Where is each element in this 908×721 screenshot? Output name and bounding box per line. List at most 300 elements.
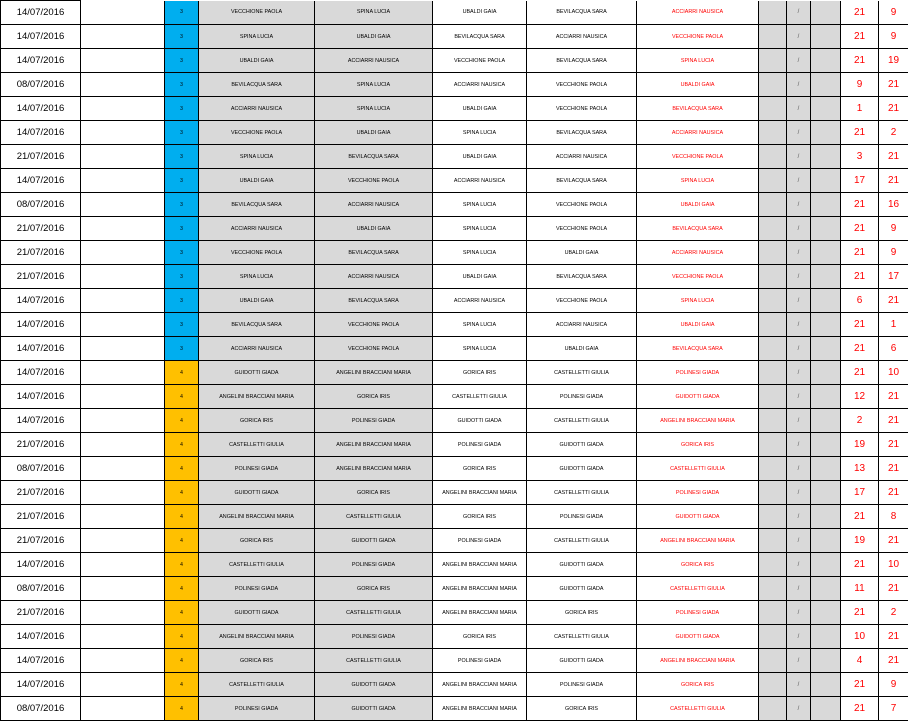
blank-cell [81,337,165,361]
separator-cell: / [787,1,811,25]
empty-cell [811,193,841,217]
player-3-cell: VECCHIONE PAOLA [433,49,527,73]
group-cell: 3 [165,73,199,97]
score-1-cell: 17 [841,169,879,193]
player-4-cell: BEVILACQUA SARA [527,121,637,145]
score-1-cell: 21 [841,553,879,577]
empty-cell [759,361,787,385]
match-date-cell: 14/07/2016 [1,337,81,361]
blank-cell [81,25,165,49]
player-4-cell: GUIDOTTI GIADA [527,649,637,673]
blank-cell [81,73,165,97]
score-2-cell: 21 [879,289,908,313]
match-date-cell: 21/07/2016 [1,265,81,289]
score-2-cell: 10 [879,361,908,385]
referee-cell: BEVILACQUA SARA [637,217,759,241]
player-2-cell: POLINESI GIADA [315,553,433,577]
score-1-cell: 21 [841,697,879,721]
score-2-cell: 9 [879,241,908,265]
player-3-cell: UBALDI GAIA [433,1,527,25]
player-2-cell: SPINA LUCIA [315,73,433,97]
player-2-cell: UBALDI GAIA [315,25,433,49]
group-cell: 4 [165,361,199,385]
player-4-cell: POLINESI GIADA [527,385,637,409]
score-2-cell: 21 [879,577,908,601]
blank-cell [81,649,165,673]
table-row [1,361,908,385]
blank-cell [81,193,165,217]
player-2-cell: ACCIARRI NAUSICA [315,265,433,289]
blank-cell [81,361,165,385]
match-date-cell: 21/07/2016 [1,145,81,169]
player-3-cell: SPINA LUCIA [433,193,527,217]
score-1-cell: 19 [841,529,879,553]
blank-cell [81,697,165,721]
separator-cell: / [787,625,811,649]
separator-cell: / [787,265,811,289]
referee-cell: GUIDOTTI GIADA [637,505,759,529]
player-4-cell: VECCHIONE PAOLA [527,97,637,121]
referee-cell: UBALDI GAIA [637,73,759,97]
referee-cell: BEVILACQUA SARA [637,97,759,121]
separator-cell: / [787,457,811,481]
blank-cell [81,265,165,289]
table-row [1,49,908,73]
score-2-cell: 10 [879,553,908,577]
score-2-cell: 17 [879,265,908,289]
match-date-cell: 08/07/2016 [1,457,81,481]
player-1-cell: CASTELLETTI GIULIA [199,433,315,457]
separator-cell: / [787,505,811,529]
empty-cell [811,289,841,313]
group-cell: 4 [165,673,199,697]
score-2-cell: 16 [879,193,908,217]
separator-cell: / [787,433,811,457]
table-row [1,145,908,169]
separator-cell: / [787,25,811,49]
player-1-cell: CASTELLETTI GIULIA [199,673,315,697]
player-4-cell: CASTELLETTI GIULIA [527,625,637,649]
separator-cell: / [787,97,811,121]
separator-cell: / [787,385,811,409]
table-row [1,625,908,649]
player-3-cell: GORICA IRIS [433,457,527,481]
player-4-cell: POLINESI GIADA [527,673,637,697]
player-2-cell: VECCHIONE PAOLA [315,169,433,193]
empty-cell [811,241,841,265]
player-4-cell: UBALDI GAIA [527,241,637,265]
blank-cell [81,49,165,73]
blank-cell [81,673,165,697]
referee-cell: BEVILACQUA SARA [637,337,759,361]
player-1-cell: UBALDI GAIA [199,49,315,73]
referee-cell: ACCIARRI NAUSICA [637,241,759,265]
empty-cell [759,337,787,361]
blank-cell [81,505,165,529]
score-1-cell: 21 [841,673,879,697]
referee-cell: VECCHIONE PAOLA [637,265,759,289]
empty-cell [811,313,841,337]
player-3-cell: GORICA IRIS [433,361,527,385]
table-row [1,337,908,361]
empty-cell [759,145,787,169]
group-cell: 4 [165,625,199,649]
empty-cell [811,25,841,49]
match-date-cell: 14/07/2016 [1,97,81,121]
separator-cell: / [787,313,811,337]
empty-cell [759,697,787,721]
player-2-cell: GORICA IRIS [315,481,433,505]
group-cell: 4 [165,529,199,553]
empty-cell [759,289,787,313]
separator-cell: / [787,697,811,721]
blank-cell [81,457,165,481]
player-2-cell: POLINESI GIADA [315,625,433,649]
empty-cell [759,193,787,217]
empty-cell [759,601,787,625]
score-1-cell: 21 [841,193,879,217]
table-row [1,73,908,97]
blank-cell [81,241,165,265]
referee-cell: UBALDI GAIA [637,193,759,217]
blank-cell [81,97,165,121]
score-1-cell: 1 [841,97,879,121]
player-4-cell: GUIDOTTI GIADA [527,433,637,457]
score-1-cell: 9 [841,73,879,97]
player-4-cell: BEVILACQUA SARA [527,265,637,289]
player-1-cell: ACCIARRI NAUSICA [199,97,315,121]
player-2-cell: GUIDOTTI GIADA [315,697,433,721]
empty-cell [811,505,841,529]
empty-cell [811,649,841,673]
score-2-cell: 9 [879,25,908,49]
group-cell: 4 [165,409,199,433]
table-row [1,409,908,433]
player-2-cell: ANGELINI BRACCIANI MARIA [315,457,433,481]
table-row [1,97,908,121]
empty-cell [759,313,787,337]
table-row [1,649,908,673]
group-cell: 4 [165,601,199,625]
score-2-cell: 9 [879,217,908,241]
score-2-cell: 6 [879,337,908,361]
blank-cell [81,217,165,241]
player-1-cell: VECCHIONE PAOLA [199,121,315,145]
player-3-cell: ANGELINI BRACCIANI MARIA [433,673,527,697]
player-4-cell: BEVILACQUA SARA [527,169,637,193]
score-1-cell: 6 [841,289,879,313]
score-2-cell: 21 [879,625,908,649]
group-cell: 3 [165,169,199,193]
score-2-cell: 1 [879,313,908,337]
group-cell: 4 [165,481,199,505]
table-row [1,529,908,553]
player-4-cell: ACCIARRI NAUSICA [527,145,637,169]
match-date-cell: 21/07/2016 [1,241,81,265]
match-date-cell: 14/07/2016 [1,289,81,313]
match-date-cell: 14/07/2016 [1,625,81,649]
blank-cell [81,433,165,457]
player-2-cell: CASTELLETTI GIULIA [315,649,433,673]
table-row [1,577,908,601]
player-4-cell: VECCHIONE PAOLA [527,217,637,241]
player-4-cell: CASTELLETTI GIULIA [527,529,637,553]
player-1-cell: POLINESI GIADA [199,457,315,481]
separator-cell: / [787,553,811,577]
referee-cell: CASTELLETTI GIULIA [637,577,759,601]
score-1-cell: 10 [841,625,879,649]
separator-cell: / [787,241,811,265]
match-date-cell: 21/07/2016 [1,481,81,505]
player-4-cell: ACCIARRI NAUSICA [527,25,637,49]
player-4-cell: GUIDOTTI GIADA [527,553,637,577]
group-cell: 3 [165,289,199,313]
empty-cell [759,169,787,193]
empty-cell [759,577,787,601]
group-cell: 3 [165,313,199,337]
player-2-cell: POLINESI GIADA [315,409,433,433]
separator-cell: / [787,577,811,601]
table-row [1,481,908,505]
referee-cell: VECCHIONE PAOLA [637,145,759,169]
player-3-cell: SPINA LUCIA [433,121,527,145]
player-2-cell: GORICA IRIS [315,385,433,409]
score-2-cell: 21 [879,385,908,409]
empty-cell [759,457,787,481]
group-cell: 4 [165,433,199,457]
table-row [1,241,908,265]
referee-cell: ANGELINI BRACCIANI MARIA [637,409,759,433]
table-row [1,553,908,577]
group-cell: 3 [165,49,199,73]
player-3-cell: POLINESI GIADA [433,649,527,673]
player-3-cell: GUIDOTTI GIADA [433,409,527,433]
score-1-cell: 21 [841,217,879,241]
separator-cell: / [787,73,811,97]
player-1-cell: GUIDOTTI GIADA [199,481,315,505]
table-row [1,1,908,25]
player-3-cell: ANGELINI BRACCIANI MARIA [433,481,527,505]
table-row [1,457,908,481]
match-date-cell: 08/07/2016 [1,73,81,97]
match-date-cell: 14/07/2016 [1,385,81,409]
empty-cell [759,673,787,697]
group-cell: 3 [165,217,199,241]
referee-cell: POLINESI GIADA [637,361,759,385]
player-1-cell: UBALDI GAIA [199,289,315,313]
table-row [1,433,908,457]
empty-cell [811,673,841,697]
empty-cell [811,409,841,433]
empty-cell [811,121,841,145]
table-row [1,601,908,625]
empty-cell [759,505,787,529]
match-date-cell: 14/07/2016 [1,25,81,49]
blank-cell [81,313,165,337]
player-3-cell: GORICA IRIS [433,505,527,529]
player-3-cell: ACCIARRI NAUSICA [433,169,527,193]
score-1-cell: 19 [841,433,879,457]
player-3-cell: GORICA IRIS [433,625,527,649]
table-row [1,169,908,193]
match-date-cell: 14/07/2016 [1,169,81,193]
match-date-cell: 14/07/2016 [1,313,81,337]
player-3-cell: ANGELINI BRACCIANI MARIA [433,601,527,625]
score-1-cell: 21 [841,241,879,265]
blank-cell [81,529,165,553]
referee-cell: CASTELLETTI GIULIA [637,697,759,721]
player-3-cell: ANGELINI BRACCIANI MARIA [433,697,527,721]
group-cell: 4 [165,505,199,529]
table-row [1,385,908,409]
empty-cell [759,25,787,49]
empty-cell [759,73,787,97]
empty-cell [811,457,841,481]
blank-cell [81,1,165,25]
empty-cell [811,481,841,505]
player-2-cell: SPINA LUCIA [315,1,433,25]
empty-cell [811,49,841,73]
score-2-cell: 21 [879,529,908,553]
group-cell: 4 [165,577,199,601]
empty-cell [811,265,841,289]
player-4-cell: VECCHIONE PAOLA [527,193,637,217]
player-2-cell: SPINA LUCIA [315,97,433,121]
player-2-cell: CASTELLETTI GIULIA [315,505,433,529]
score-1-cell: 13 [841,457,879,481]
score-1-cell: 11 [841,577,879,601]
referee-cell: GUIDOTTI GIADA [637,385,759,409]
player-4-cell: GORICA IRIS [527,601,637,625]
player-1-cell: SPINA LUCIA [199,145,315,169]
player-2-cell: VECCHIONE PAOLA [315,337,433,361]
score-2-cell: 21 [879,649,908,673]
referee-cell: SPINA LUCIA [637,49,759,73]
separator-cell: / [787,217,811,241]
match-date-cell: 14/07/2016 [1,673,81,697]
empty-cell [759,625,787,649]
player-1-cell: ACCIARRI NAUSICA [199,337,315,361]
empty-cell [759,265,787,289]
score-1-cell: 21 [841,265,879,289]
player-4-cell: GORICA IRIS [527,697,637,721]
player-4-cell: GUIDOTTI GIADA [527,457,637,481]
table-row [1,697,908,721]
player-4-cell: CASTELLETTI GIULIA [527,481,637,505]
player-2-cell: CASTELLETTI GIULIA [315,601,433,625]
empty-cell [811,433,841,457]
table-row [1,673,908,697]
player-1-cell: GORICA IRIS [199,649,315,673]
player-1-cell: POLINESI GIADA [199,577,315,601]
blank-cell [81,409,165,433]
player-3-cell: BEVILACQUA SARA [433,25,527,49]
match-date-cell: 14/07/2016 [1,49,81,73]
player-3-cell: SPINA LUCIA [433,337,527,361]
match-date-cell: 21/07/2016 [1,601,81,625]
player-3-cell: ACCIARRI NAUSICA [433,289,527,313]
score-1-cell: 21 [841,601,879,625]
table-row [1,121,908,145]
player-3-cell: ACCIARRI NAUSICA [433,73,527,97]
match-date-cell: 21/07/2016 [1,433,81,457]
player-2-cell: BEVILACQUA SARA [315,289,433,313]
player-2-cell: ACCIARRI NAUSICA [315,49,433,73]
group-cell: 3 [165,1,199,25]
player-3-cell: SPINA LUCIA [433,313,527,337]
group-cell: 3 [165,145,199,169]
group-cell: 3 [165,265,199,289]
player-3-cell: CASTELLETTI GIULIA [433,385,527,409]
match-date-cell: 08/07/2016 [1,697,81,721]
separator-cell: / [787,601,811,625]
blank-cell [81,289,165,313]
empty-cell [759,121,787,145]
player-4-cell: BEVILACQUA SARA [527,49,637,73]
score-1-cell: 12 [841,385,879,409]
player-1-cell: GORICA IRIS [199,409,315,433]
score-2-cell: 21 [879,73,908,97]
empty-cell [811,697,841,721]
referee-cell: ACCIARRI NAUSICA [637,1,759,25]
referee-cell: ANGELINI BRACCIANI MARIA [637,529,759,553]
score-2-cell: 9 [879,673,908,697]
score-2-cell: 7 [879,697,908,721]
score-1-cell: 3 [841,145,879,169]
player-1-cell: CASTELLETTI GIULIA [199,553,315,577]
player-1-cell: GUIDOTTI GIADA [199,601,315,625]
group-cell: 3 [165,121,199,145]
separator-cell: / [787,193,811,217]
score-2-cell: 19 [879,49,908,73]
match-date-cell: 14/07/2016 [1,409,81,433]
player-1-cell: GORICA IRIS [199,529,315,553]
separator-cell: / [787,361,811,385]
empty-cell [759,649,787,673]
referee-cell: SPINA LUCIA [637,289,759,313]
score-1-cell: 21 [841,505,879,529]
table-row [1,313,908,337]
player-1-cell: UBALDI GAIA [199,169,315,193]
empty-cell [759,433,787,457]
matches-body [1,1,908,721]
player-4-cell: CASTELLETTI GIULIA [527,409,637,433]
empty-cell [811,337,841,361]
empty-cell [811,169,841,193]
empty-cell [759,385,787,409]
player-1-cell: ANGELINI BRACCIANI MARIA [199,385,315,409]
separator-cell: / [787,337,811,361]
score-1-cell: 21 [841,361,879,385]
match-date-cell: 14/07/2016 [1,649,81,673]
player-4-cell: VECCHIONE PAOLA [527,289,637,313]
empty-cell [811,361,841,385]
blank-cell [81,145,165,169]
separator-cell: / [787,49,811,73]
player-3-cell: UBALDI GAIA [433,97,527,121]
player-1-cell: BEVILACQUA SARA [199,73,315,97]
player-4-cell: GUIDOTTI GIADA [527,577,637,601]
score-2-cell: 21 [879,433,908,457]
score-2-cell: 21 [879,457,908,481]
empty-cell [759,241,787,265]
table-row [1,505,908,529]
player-2-cell: GORICA IRIS [315,577,433,601]
player-3-cell: UBALDI GAIA [433,145,527,169]
empty-cell [811,625,841,649]
player-3-cell: UBALDI GAIA [433,265,527,289]
score-1-cell: 21 [841,49,879,73]
